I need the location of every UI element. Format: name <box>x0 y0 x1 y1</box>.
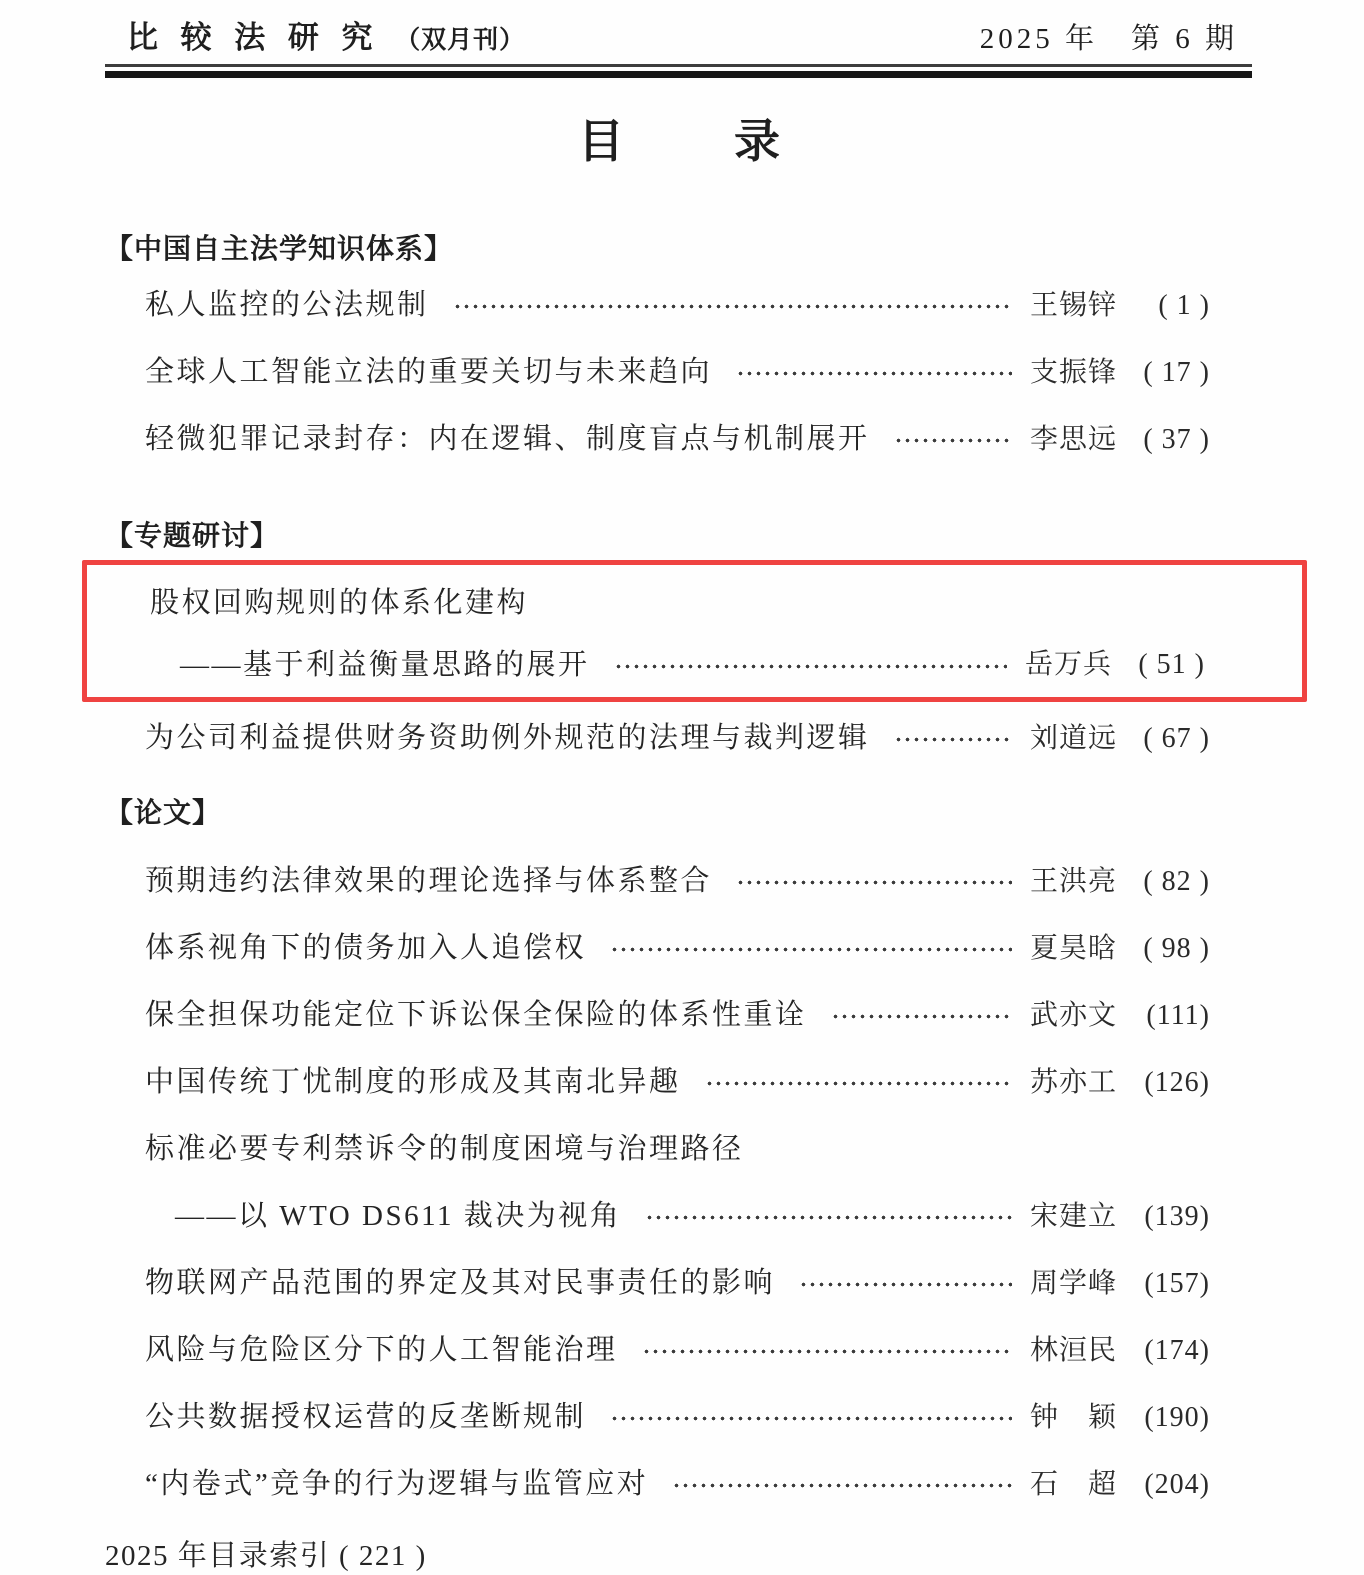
entry-title: 保全担保功能定位下诉讼保全保险的体系性重诠 <box>145 999 807 1031</box>
entry-author-page <box>1030 1060 1210 1100</box>
articles-rows <box>105 845 1210 1515</box>
entry-author-page <box>1030 1395 1210 1435</box>
entry-author: 武亦文 <box>1030 999 1118 1031</box>
dot-leader <box>672 1483 1012 1488</box>
section-label-special-topic: 【专题研讨】 <box>105 520 280 551</box>
entry-page: ( 51 ) <box>1138 649 1205 680</box>
entry-page: (126) <box>1144 1066 1210 1098</box>
entry-page: (111) <box>1146 999 1210 1031</box>
toc-entry <box>105 702 1210 769</box>
entry-author: 王锡锌 <box>1030 289 1118 321</box>
dot-leader <box>799 1282 1012 1287</box>
entry-author: 刘道远 <box>1030 722 1118 754</box>
toc-entry <box>105 979 1210 1046</box>
entry-title: 体系视角下的债务加入人追偿权 <box>145 932 587 964</box>
entry-author-page <box>1030 993 1210 1033</box>
entry-page: (174) <box>1144 1334 1210 1366</box>
toc-entry-title-line <box>105 1113 1210 1180</box>
entry-title: 标准必要专利禁诉令的制度困境与治理路径 <box>145 1133 744 1165</box>
entry-title: 中国传统丁忧制度的形成及其南北异趣 <box>145 1066 681 1098</box>
toc-entry <box>105 845 1210 912</box>
toc-entry <box>105 336 1210 403</box>
entry-author: 夏昊晗 <box>1030 932 1118 964</box>
toc-entry <box>105 269 1210 336</box>
toc-entry <box>105 1381 1210 1448</box>
journal-title <box>127 12 525 57</box>
dot-leader <box>610 1416 1012 1421</box>
entry-author-page <box>1030 1261 1210 1301</box>
dot-leader <box>453 304 1012 309</box>
entry-author-page <box>1030 859 1210 899</box>
section-label-chinese-legal-knowledge: 【中国自主法学知识体系】 <box>105 233 454 264</box>
entry-title: “内卷式”竞争的行为逻辑与监管应对 <box>145 1468 649 1500</box>
toc-entry <box>105 1314 1210 1381</box>
dot-leader <box>705 1081 1012 1086</box>
dot-leader <box>614 664 1007 669</box>
entry-page: ( 82 ) <box>1143 865 1210 897</box>
toc-content <box>105 225 1210 1515</box>
entry-title: 股权回购规则的体系化建构 <box>150 586 529 619</box>
entry-page: ( 1 ) <box>1158 289 1210 321</box>
entry-page: ( 17 ) <box>1143 356 1210 388</box>
toc-entry <box>105 1448 1210 1515</box>
section-label-articles: 【论文】 <box>105 797 222 828</box>
dot-leader <box>894 438 1012 443</box>
toc-entry <box>105 403 1210 470</box>
entry-title: 物联网产品范围的界定及其对民事责任的影响 <box>145 1267 776 1299</box>
entry-author-page <box>1030 1328 1210 1368</box>
entry-author: 岳万兵 <box>1025 649 1113 680</box>
entry-page: (139) <box>1144 1200 1210 1232</box>
dot-leader <box>736 371 1012 376</box>
toc-entry <box>105 912 1210 979</box>
entry-title: 私人监控的公法规制 <box>145 289 429 321</box>
dot-leader <box>642 1349 1012 1354</box>
entry-author-page <box>1030 1194 1210 1234</box>
entry-author-page <box>1030 417 1210 457</box>
entry-title: 全球人工智能立法的重要关切与未来趋向 <box>145 356 713 388</box>
header-rule-thin <box>105 64 1252 67</box>
entry-author-page <box>1030 350 1210 390</box>
toc-title: 目 录 <box>578 116 786 167</box>
entry-page: ( 37 ) <box>1143 423 1210 455</box>
dot-leader <box>610 947 1012 952</box>
annual-index-note: 2025 年目录索引 ( 221 ) <box>105 1539 427 1572</box>
entry-author: 苏亦工 <box>1030 1066 1118 1098</box>
entry-page: (157) <box>1144 1267 1210 1299</box>
entry-title: 轻微犯罪记录封存：内在逻辑、制度盲点与机制展开 <box>145 423 870 455</box>
toc-entry <box>105 1046 1210 1113</box>
entry-author: 支振锋 <box>1030 356 1118 388</box>
entry-author-page <box>1030 283 1210 323</box>
toc-entry-subtitle-line <box>105 1180 1210 1247</box>
highlight-box <box>82 560 1307 702</box>
entry-subtitle: ——基于利益衡量思路的展开 <box>180 648 590 681</box>
entry-page: (204) <box>1144 1468 1210 1500</box>
journal-subtitle: （双月刊） <box>395 26 526 54</box>
page-header <box>105 0 1252 78</box>
entry-author: 李思远 <box>1030 423 1118 455</box>
entry-author-page <box>1030 926 1210 966</box>
entry-author-page <box>1030 1462 1210 1502</box>
entry-title: 公共数据授权运营的反垄断规制 <box>145 1401 587 1433</box>
entry-author: 王洪亮 <box>1030 865 1118 897</box>
dot-leader <box>736 880 1012 885</box>
entry-author: 宋建立 <box>1030 1200 1118 1232</box>
dot-leader <box>831 1014 1012 1019</box>
header-rule-thick <box>105 71 1252 78</box>
entry-subtitle: ——以 WTO DS611 裁决为视角 <box>175 1200 622 1232</box>
entry-author-page <box>1030 716 1210 756</box>
toc-entry <box>105 1247 1210 1314</box>
entry-title: 预期违约法律效果的理论选择与体系整合 <box>145 865 713 897</box>
entry-author: 林洹民 <box>1030 1334 1118 1366</box>
entry-author: 钟 颖 <box>1030 1401 1118 1433</box>
entry-page: ( 98 ) <box>1143 932 1210 964</box>
entry-author: 石 超 <box>1030 1468 1118 1500</box>
entry-title: 风险与危险区分下的人工智能治理 <box>145 1334 618 1366</box>
entry-title: 为公司利益提供财务资助例外规范的法理与裁判逻辑 <box>145 722 870 754</box>
toc-entry-title-line <box>110 569 1205 631</box>
dot-leader <box>645 1215 1012 1220</box>
entry-author: 周学峰 <box>1030 1267 1118 1299</box>
entry-author-page <box>1025 642 1205 682</box>
journal-name: 比 较 法 研 究 <box>127 20 380 55</box>
issue-info: 2025 年 第 6 期 <box>979 23 1238 55</box>
dot-leader <box>894 737 1012 742</box>
entry-page: (190) <box>1144 1401 1210 1433</box>
entry-page: ( 67 ) <box>1143 722 1210 754</box>
toc-entry-subtitle-line <box>110 631 1205 693</box>
